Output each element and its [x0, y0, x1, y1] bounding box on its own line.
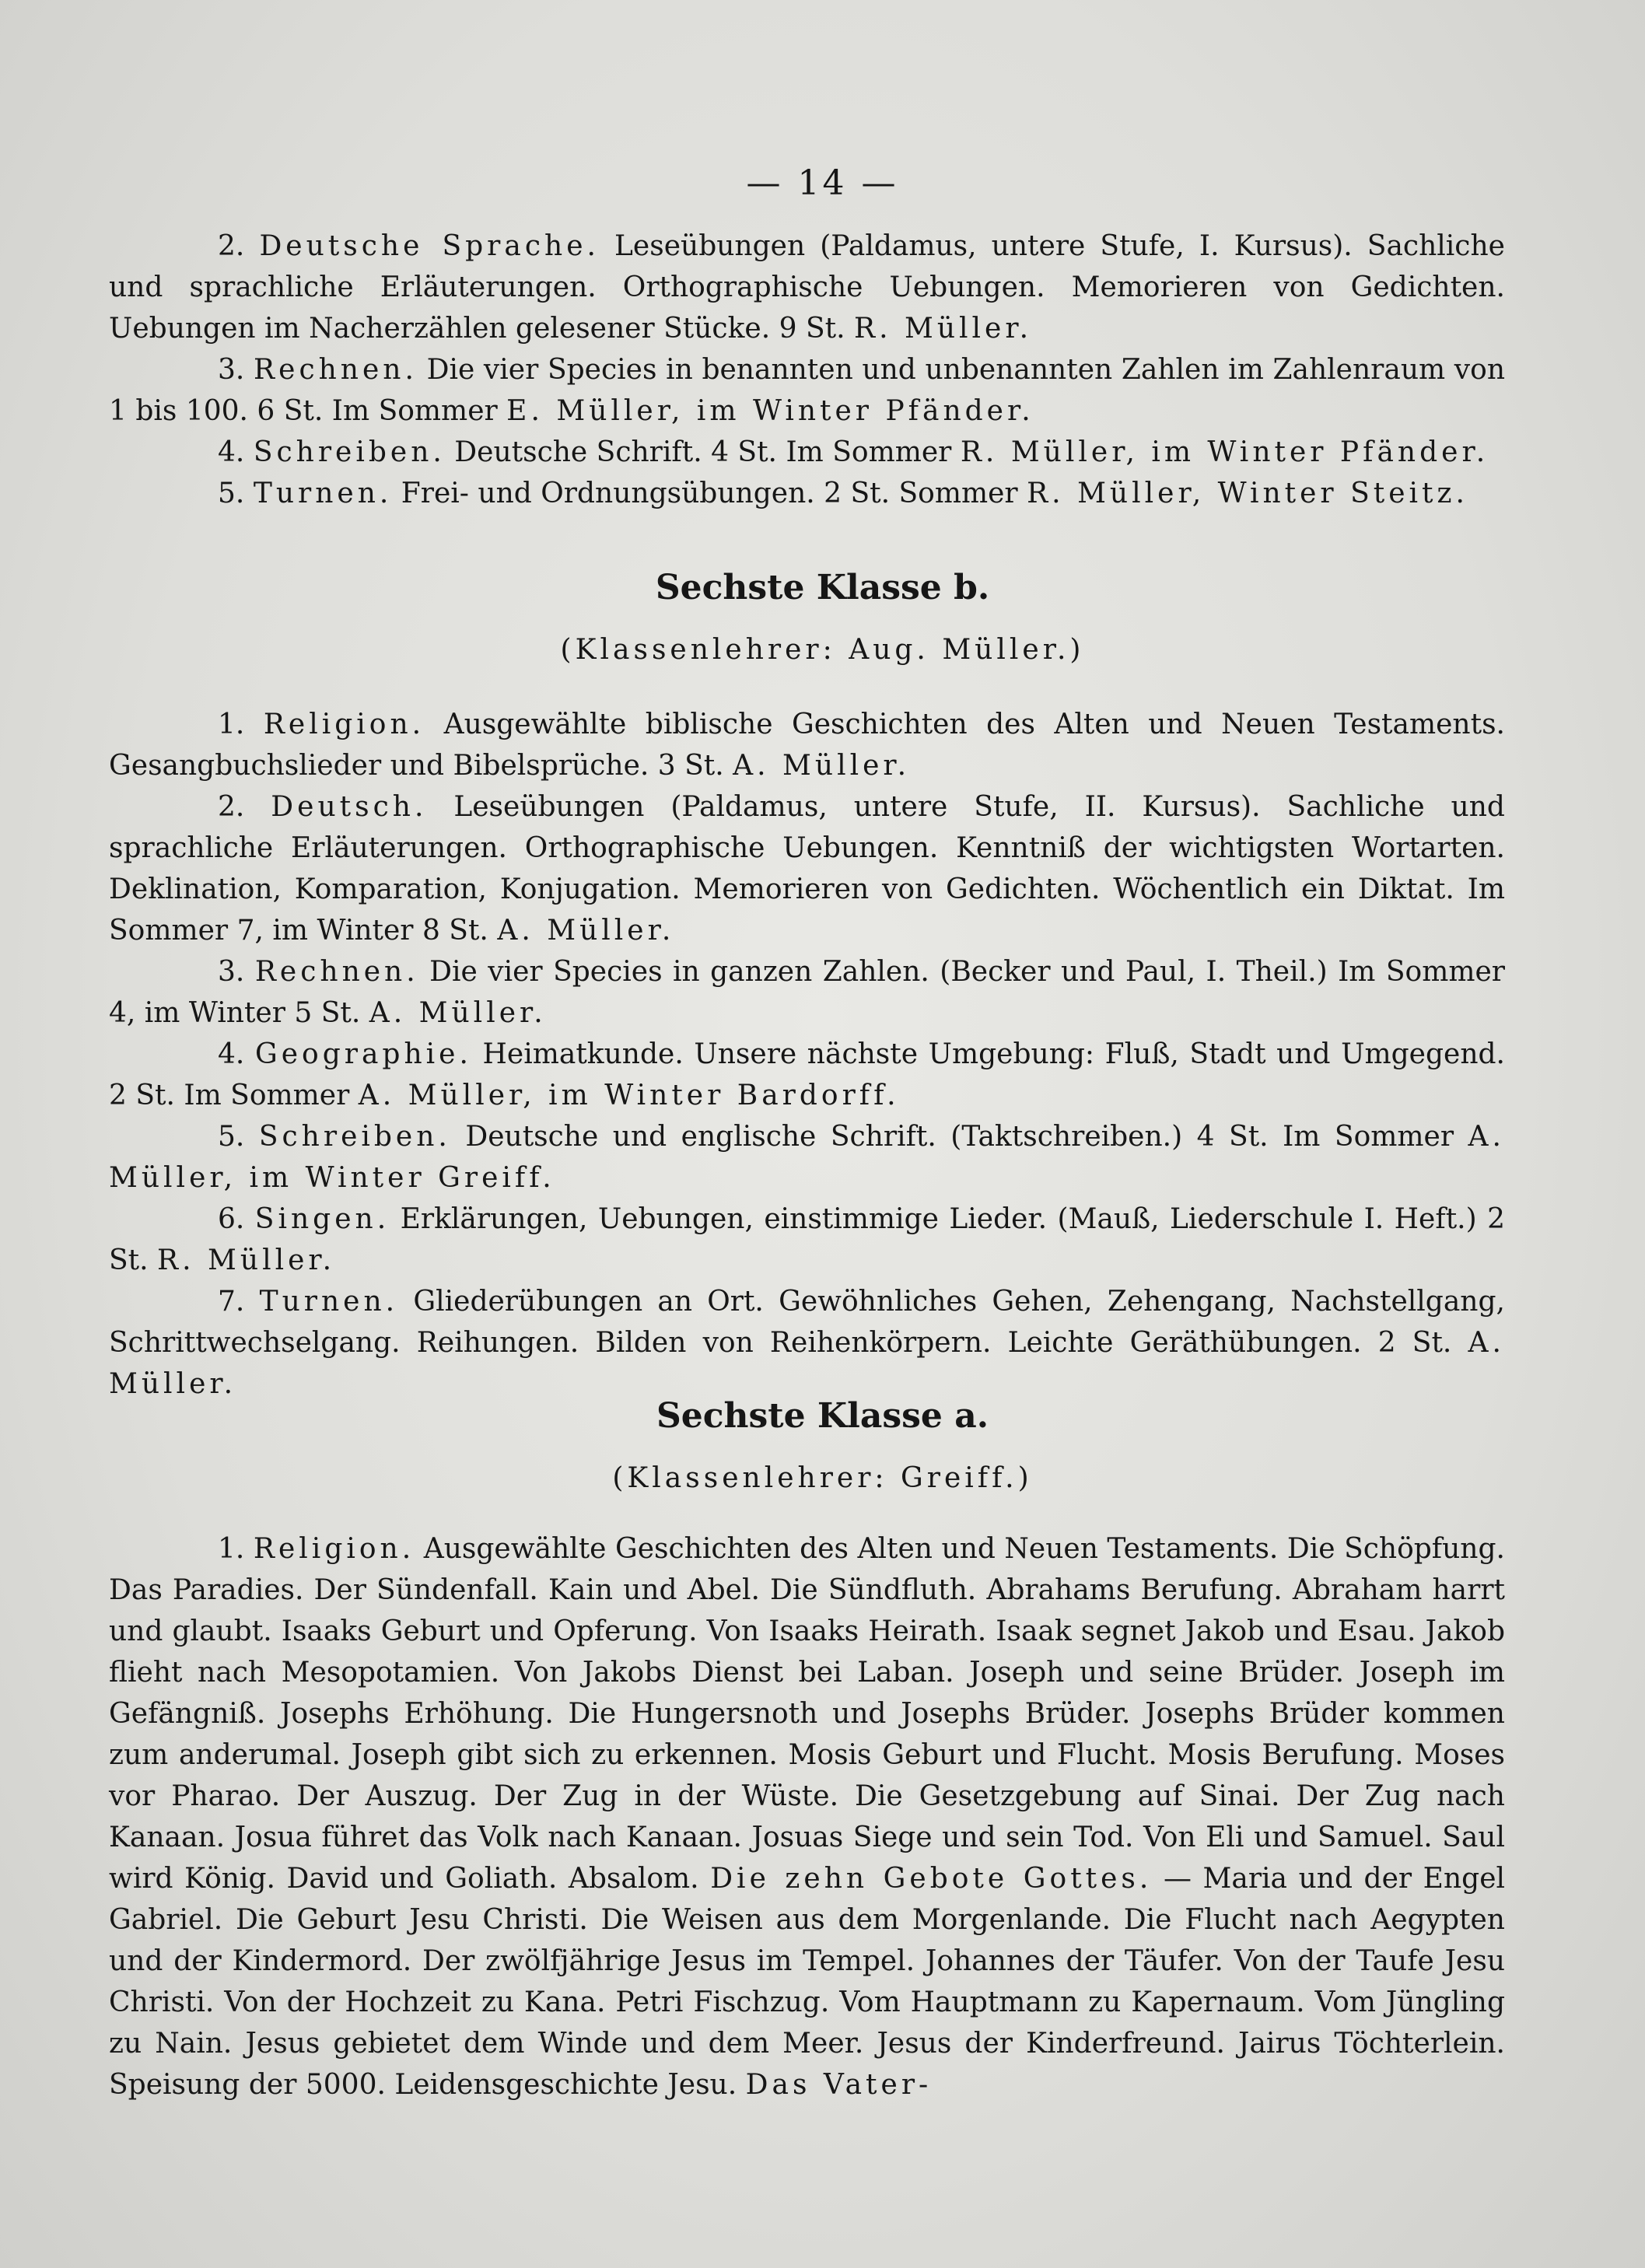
subject: Singen.	[254, 1203, 390, 1235]
subject: Rechnen.	[254, 956, 419, 988]
list-item: 1. Religion. Ausgewählte Geschichten des Alten und Neuen Testaments. Die Schöpfung. Das Paradies. Der Sündenfall. Kain und Abel. Die Sündfluth. Abrahams Berufung. Abraham harrt und glaubt. Isaaks Geburt und Opferung. Von Isaaks Heirath. Isaak segnet Jakob und Esau. Jakob flieht nach Mesopotamien. Von Jakobs Dienst bei Laban. Joseph und seine Brüder. Joseph im Gefängniß. Josephs Erhöhung. Die Hungersnoth und Josephs Brüder. Josephs Brüder kommen zum anderumal. Joseph gibt sich zu erkennen. Mosis Geburt und Flucht. Mosis Berufung. Moses vor Pharao. Der Auszug. Der Zug in der Wüste. Die Gesetzgebung auf Sinai. Der Zug nach Kanaan. Josua führet das Volk nach Kanaan. Josuas Siege und sein Tod. Von Eli und Samuel. Saul wird König. David und Goliath. Absalom. Die zehn Gebote Gottes. — Maria und der Engel Gabriel. Die Geburt Jesu Christi. Die Weisen aus dem Morgenlande. Die Flucht nach Aegypten und der Kindermord. Der zwölfjährige Jesus im Tempel. Johannes der Täufer. Von der Taufe Jesu Christi. Von der Hochzeit zu Kana. Petri Fischzug. Vom Hauptmann zu Kapernaum. Vom Jüngling zu Nain. Jesus gebietet dem Winde und dem Meer. Jesus der Kinderfreund. Jairus Töchterlein. Speisung der 5000. Leidensgeschichte Jesu. Das Vater-	[109, 1533, 1506, 2101]
continuation-block	[109, 226, 1505, 514]
list-item: 4. Geographie. Heimatkunde. Unsere nächste Umgebung: Fluß, Stadt und Umgegend. 2 St. Im Sommer A. Müller, im Winter Bardorff.	[109, 1038, 1505, 1111]
list-item: 6. Singen. Erklärungen, Uebungen, einstimmige Lieder. (Mauß, Liederschule I. Heft.) 2 St. R. Müller.	[109, 1203, 1505, 1276]
teacher: R. Müller, im Winter Pfänder.	[960, 436, 1489, 468]
teacher: R. Müller.	[853, 313, 1033, 345]
teacher: A. Müller.	[733, 750, 911, 782]
section-a-block	[109, 1528, 1505, 2105]
trailing-text: Das Vater-	[745, 2069, 933, 2101]
subject: Religion.	[263, 709, 425, 740]
subject: Rechnen.	[254, 354, 418, 386]
list-item: 2. Deutsche Sprache. Leseübungen (Paldamus, untere Stufe, I. Kursus). Sachliche und sprachliche Erläuterungen. Orthographische Uebungen. Memorieren von Gedichten. Uebungen im Nacherzählen gelesener Stücke. 9 St. R. Müller.	[109, 230, 1505, 345]
teacher: A. Müller, im Winter Bardorff.	[358, 1080, 900, 1111]
list-item: 7. Turnen. Gliederübungen an Ort. Gewöhnliches Gehen, Zehengang, Nachstellgang, Schrittwechselgang. Reihungen. Bilden von Reihenkörpern. Leichte Geräthübungen. 2 St. A. Müller.	[109, 1286, 1505, 1400]
teacher: R. Müller.	[157, 1244, 336, 1276]
section-a-title: Sechste Klasse a.	[656, 1396, 989, 1436]
subject: Deutsch.	[271, 791, 428, 823]
list-item: 4. Schreiben. Deutsche Schrift. 4 St. Im Sommer R. Müller, im Winter Pfänder.	[218, 436, 1489, 468]
teacher: A. Müller, im Winter Greiff.	[109, 1121, 1505, 1194]
spaced-phrase: Die zehn Gebote Gottes.	[710, 1863, 1153, 1895]
subject: Geographie.	[254, 1038, 472, 1070]
teacher: R. Müller, Winter Steitz.	[1027, 478, 1468, 509]
list-item: 1. Religion. Ausgewählte biblische Geschichten des Alten und Neuen Testaments. Gesangbuchslieder und Bibelsprüche. 3 St. A. Müller.	[109, 709, 1506, 782]
teacher: A. Müller.	[109, 1327, 1505, 1400]
teacher: A. Müller.	[369, 997, 547, 1029]
teacher: E. Müller, im Winter Pfänder.	[506, 395, 1034, 427]
section-b-block	[109, 704, 1505, 1405]
subject: Deutsche Sprache.	[259, 230, 600, 262]
list-item: 3. Rechnen. Die vier Species in benannten und unbenannten Zahlen im Zahlenraum von 1 bis 100. 6 St. Im Sommer E. Müller, im Winter Pfänder.	[109, 354, 1506, 427]
subject: Religion.	[253, 1533, 415, 1565]
section-b-title: Sechste Klasse b.	[655, 568, 990, 607]
page-number: — 14 —	[746, 163, 899, 203]
section-a-teacher: (Klassenlehrer: Greiff.)	[612, 1462, 1033, 1494]
subject: Turnen.	[259, 1286, 399, 1318]
subject: Schreiben.	[258, 1121, 451, 1153]
list-item: 5. Turnen. Frei- und Ordnungsübungen. 2 St. Sommer R. Müller, Winter Steitz.	[218, 478, 1468, 509]
list-item: 3. Rechnen. Die vier Species in ganzen Zahlen. (Becker und Paul, I. Theil.) Im Sommer 4, im Winter 5 St. A. Müller.	[109, 956, 1505, 1029]
teacher: A. Müller.	[497, 915, 675, 947]
section-b-teacher: (Klassenlehrer: Aug. Müller.)	[560, 634, 1085, 666]
subject: Turnen.	[253, 478, 393, 509]
list-item: 2. Deutsch. Leseübungen (Paldamus, untere Stufe, II. Kursus). Sachliche und sprachliche Erläuterungen. Orthographische Uebungen. Kenntniß der wichtigsten Wortarten. Deklination, Komparation, Konjugation. Memorieren von Gedichten. Wöchentlich ein Diktat. Im Sommer 7, im Winter 8 St. A. Müller.	[109, 791, 1505, 947]
list-item: 5. Schreiben. Deutsche und englische Schrift. (Taktschreiben.) 4 St. Im Sommer A. Müller, im Winter Greiff.	[109, 1121, 1505, 1194]
subject: Schreiben.	[253, 436, 446, 468]
